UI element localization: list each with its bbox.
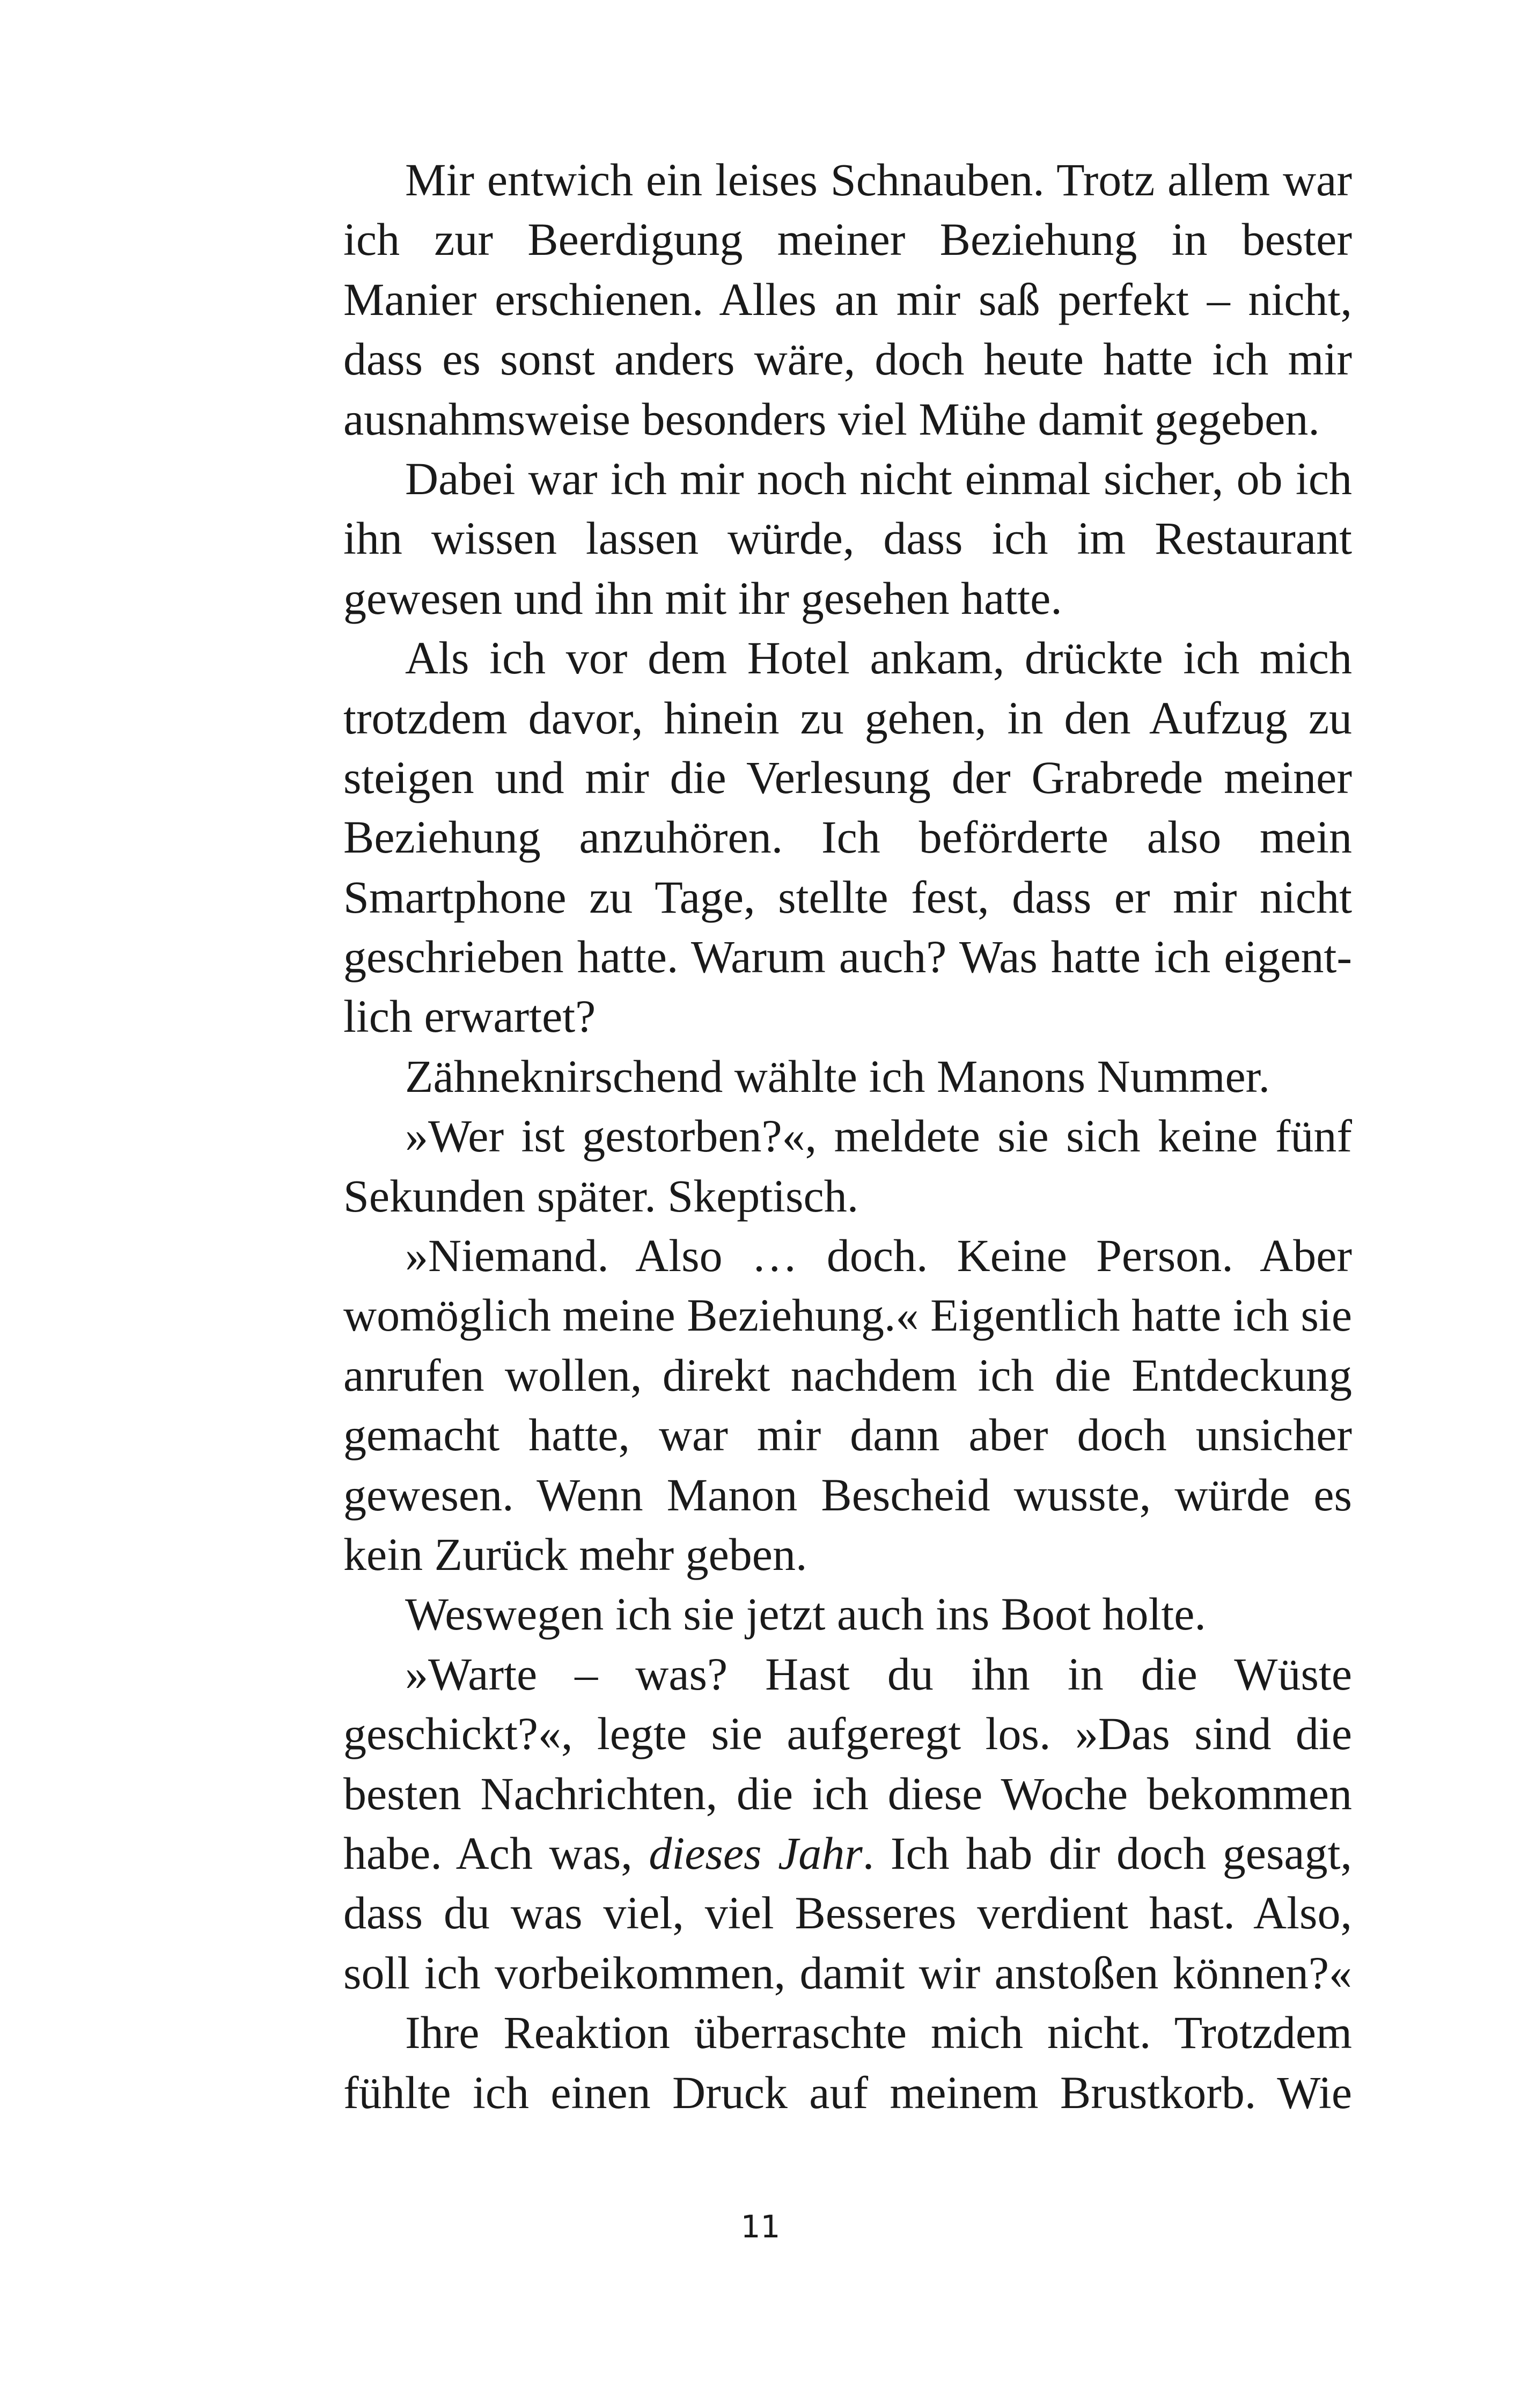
text-line: gewesen und ihn mit ihr gesehen hatte. bbox=[343, 572, 1062, 624]
text-line: kein Zurück mehr geben. bbox=[343, 1528, 807, 1580]
text-line: soll ich vorbeikommen, damit wir anstoßen können?« bbox=[343, 1947, 1352, 1999]
text-line: ich zur Beerdigung meiner Beziehung in bester bbox=[343, 214, 1352, 266]
text-line: steigen und mir die Verlesung der Grabrede meiner bbox=[343, 751, 1352, 803]
emphasis-text: dieses Jahr bbox=[649, 1827, 863, 1879]
text-line bbox=[343, 1824, 1352, 1883]
text-line: womöglich meine Beziehung.« Eigentlich hatte ich sie bbox=[343, 1289, 1352, 1341]
text-line: Mir entwich ein leises Schnauben. Trotz allem war bbox=[405, 154, 1352, 205]
text-line: »Niemand. Also … doch. Keine Person. Aber bbox=[405, 1230, 1352, 1282]
text-line: ausnahmsweise besonders viel Mühe damit gegeben. bbox=[343, 393, 1320, 445]
text-line: Sekunden später. Skeptisch. bbox=[343, 1170, 859, 1222]
text-line: Manier erschienen. Alles an mir saß perfekt – nicht, bbox=[343, 273, 1352, 325]
text-line: Smartphone zu Tage, stellte fest, dass er mir nicht bbox=[343, 871, 1352, 923]
text-segment: habe. Ach was, bbox=[343, 1827, 649, 1879]
text-line: Als ich vor dem Hotel ankam, drückte ich mich bbox=[405, 632, 1352, 684]
text-line: Beziehung anzuhören. Ich beförderte also mein bbox=[343, 811, 1352, 863]
text-line: geschickt?«, legte sie aufgeregt los. »Das sind die bbox=[343, 1708, 1352, 1760]
text-line: gemacht hatte, war mir dann aber doch unsicher bbox=[343, 1409, 1352, 1461]
text-line: geschrieben hatte. Warum auch? Was hatte ich eigent- bbox=[343, 931, 1352, 983]
text-line: besten Nachrichten, die ich diese Woche bekommen bbox=[343, 1767, 1352, 1819]
text-line: dass du was viel, viel Besseres verdient hast. Also, bbox=[343, 1887, 1352, 1939]
text-line: Weswegen ich sie jetzt auch ins Boot holte. bbox=[405, 1588, 1206, 1640]
page-number: 11 bbox=[740, 2208, 781, 2245]
body-text bbox=[343, 150, 1352, 2123]
text-line: »Warte – was? Hast du ihn in die Wüste bbox=[405, 1648, 1352, 1700]
text-line: Dabei war ich mir noch nicht einmal sicher, ob ich bbox=[405, 452, 1352, 504]
text-line: lich erwartet? bbox=[343, 990, 596, 1043]
text-line: trotzdem davor, hinein zu gehen, in den Aufzug zu bbox=[343, 692, 1352, 744]
text-segment: . Ich hab dir doch gesagt, bbox=[862, 1827, 1352, 1879]
text-line: Zähneknirschend wählte ich Manons Nummer. bbox=[405, 1050, 1270, 1102]
text-line: fühlte ich einen Druck auf meinem Brustkorb. Wie bbox=[343, 2066, 1352, 2118]
text-line: gewesen. Wenn Manon Bescheid wusste, würde es bbox=[343, 1469, 1352, 1521]
text-line: »Wer ist gestorben?«, meldete sie sich keine fünf bbox=[405, 1110, 1352, 1162]
text-line: Ihre Reaktion überraschte mich nicht. Trotzdem bbox=[405, 2007, 1352, 2059]
text-line: ihn wissen lassen würde, dass ich im Restaurant bbox=[343, 512, 1352, 564]
text-line: anrufen wollen, direkt nachdem ich die Entdeckung bbox=[343, 1349, 1352, 1401]
text-line: dass es sonst anders wäre, doch heute hatte ich mir bbox=[343, 333, 1352, 385]
